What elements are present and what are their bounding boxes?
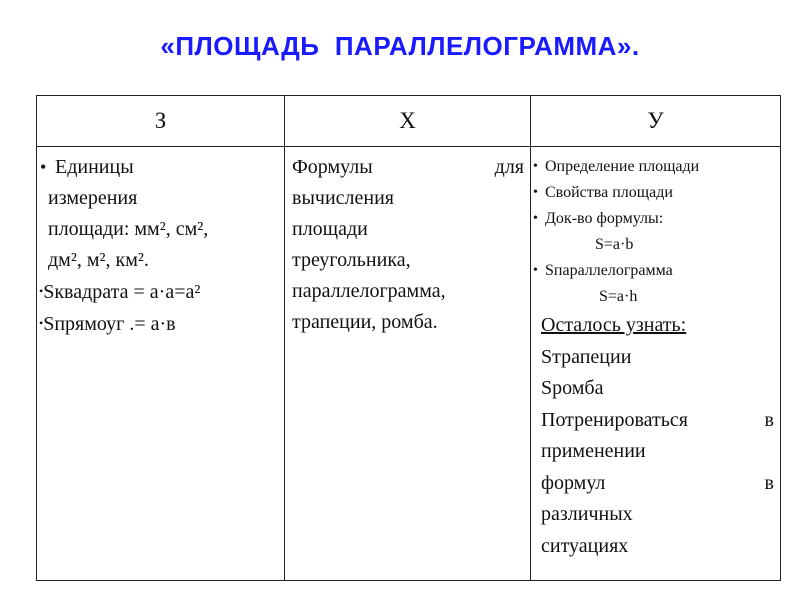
practice-in-word: в — [764, 408, 774, 431]
want-line-3: площади — [292, 218, 368, 240]
practice-line-1 — [533, 405, 774, 437]
formulas-line-1 — [292, 152, 524, 183]
square-area-text: Sквадрата = а·а=а² — [43, 281, 201, 303]
rect-area-formula — [39, 308, 278, 340]
cell-want — [285, 147, 531, 581]
content-row — [37, 147, 781, 581]
header-know: З — [37, 96, 285, 147]
kwl-table — [36, 95, 781, 581]
in-word-2: в — [764, 471, 774, 494]
units-line-3: площади: мм², см², — [48, 218, 209, 240]
page-title: «ПЛОЩАДЬ ПАРАЛЛЕЛОГРАММА». — [160, 31, 640, 61]
want-line-5: параллелограмма, — [292, 280, 446, 302]
remaining-rhombus: Sромба — [541, 377, 604, 399]
header-row — [37, 96, 781, 147]
formula-parallelogram: S=a·h — [599, 288, 638, 305]
formula-rectangle: S=a·b — [595, 236, 634, 253]
list-item-parallelogram: • Sпараллелограмма — [533, 258, 774, 284]
remaining-heading: Осталось узнать: — [541, 314, 687, 336]
practice-line-3 — [533, 468, 774, 500]
list-item-units: • Единицы — [39, 152, 278, 183]
practice-line-4: различных — [541, 503, 633, 525]
header-want: Х — [285, 96, 531, 147]
remaining-trapezoid: Sтрапеции — [541, 345, 632, 368]
list-item-definition: • Определение площади — [533, 154, 774, 180]
practice-line-2: применении — [541, 440, 646, 462]
units-line-4: дм², м², км². — [48, 249, 149, 271]
for-word: для — [494, 156, 524, 178]
units-line-2: измерения — [48, 187, 138, 209]
list-item-properties: • Свойства площади — [533, 180, 774, 206]
cell-know — [37, 147, 285, 581]
header-learn: У — [531, 96, 781, 147]
want-line-2: вычисления — [292, 187, 394, 209]
list-item-proof: • Док-во формулы: — [533, 206, 774, 232]
practice-line-5: ситуациях — [541, 534, 629, 557]
formulas-word: Формулы — [292, 156, 373, 178]
cell-learn — [531, 147, 781, 581]
rect-area-text: Sпрямоуг .= а·в — [43, 313, 176, 335]
want-line-4: треугольника, — [292, 249, 411, 271]
practice-word: Потренироваться — [541, 408, 688, 431]
formulas-word-2: формул — [541, 471, 606, 494]
want-line-6: трапеции, ромба. — [292, 311, 438, 333]
square-area-formula — [39, 276, 278, 308]
